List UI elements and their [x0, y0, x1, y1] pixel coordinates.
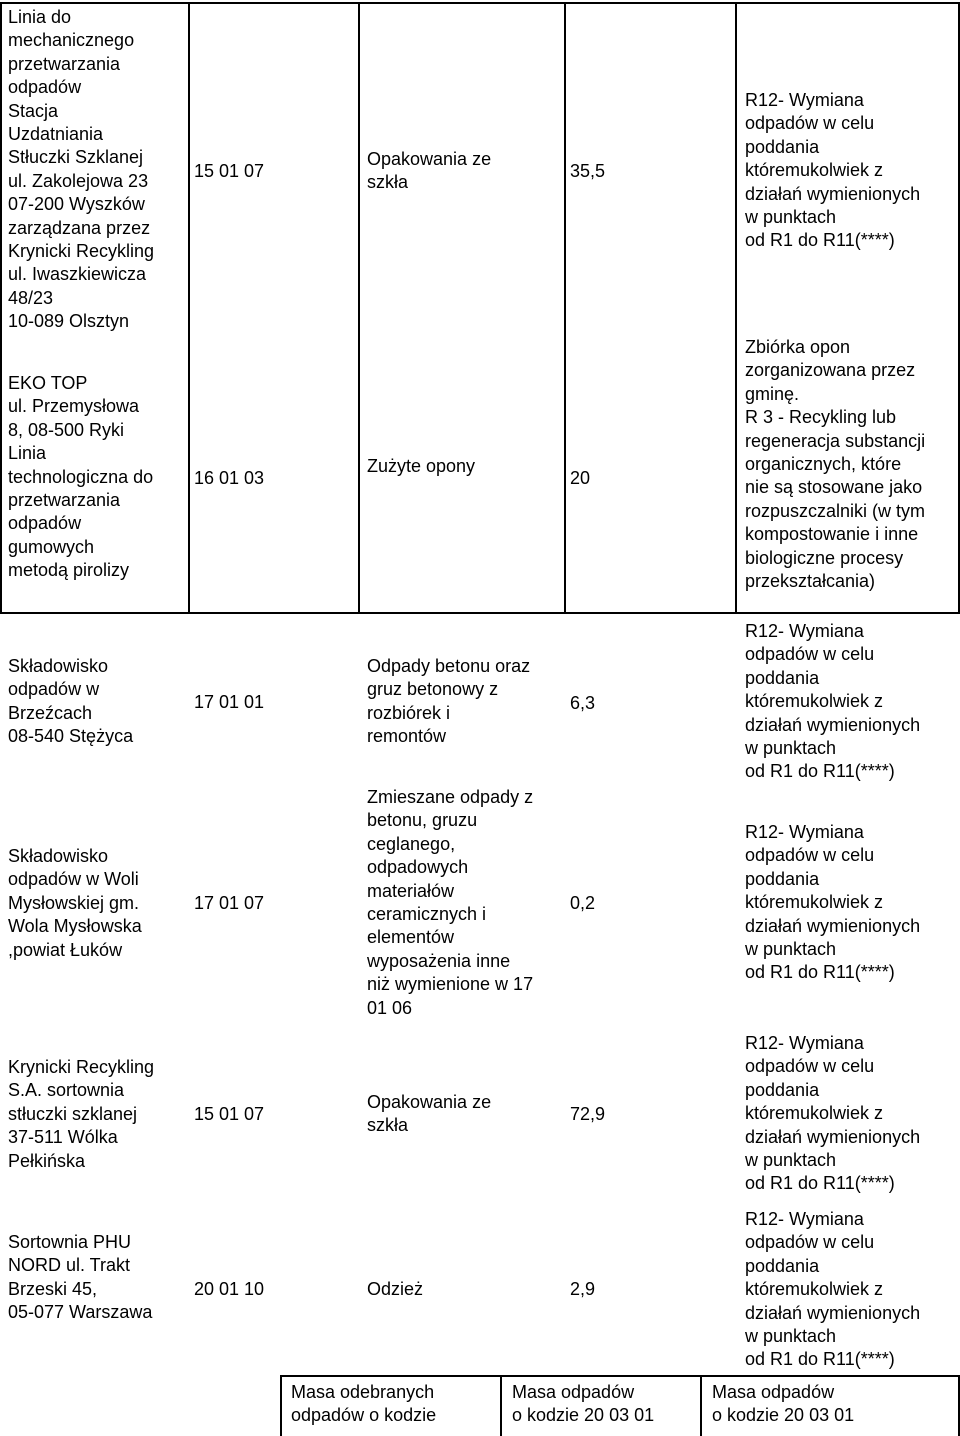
row1-process: R12- Wymiana odpadów w celu poddania któremukolwiek z działań wymienionych w punktach od R1 do R11(****) [745, 90, 921, 251]
footer-divider-1 [500, 1375, 502, 1436]
row3-process: R12- Wymiana odpadów w celu poddania któremukolwiek z działań wymienionych w punktach od R1 do R11(****) [745, 621, 921, 782]
row4-mass: 0,2 [570, 893, 596, 913]
row2-mass: 20 [570, 468, 591, 488]
row4-waste: Zmieszane odpady z betonu, gruzu ceglanego, odpadowych materiałów ceramicznych i elementów wyposażenia inne niż wymienione w 17 01 06 [367, 787, 534, 1018]
divider-mass-top [735, 2, 737, 614]
row4-code: 17 01 07 [194, 893, 265, 913]
row6-mass: 2,9 [570, 1279, 596, 1299]
border-top [0, 2, 960, 4]
row3-facility: Składowisko odpadów w Brzeźcach 08-540 Stężyca [8, 656, 134, 747]
row2-code: 16 01 03 [194, 468, 265, 488]
row3-waste: Odpady betonu oraz gruz betonowy z rozbiórek i remontów [367, 656, 531, 747]
footer-divider-2 [700, 1375, 702, 1436]
row1-mass: 35,5 [570, 161, 606, 181]
row3-code: 17 01 01 [194, 692, 265, 712]
row5-code: 15 01 07 [194, 1104, 265, 1124]
divider-code-top [358, 2, 360, 614]
row2-facility: EKO TOP ul. Przemysłowa 8, 08-500 Ryki Linia technologiczna do przetwarzania odpadów gumowych metodą pirolizy [8, 373, 154, 581]
row5-mass: 72,9 [570, 1104, 606, 1124]
footer-left-border [280, 1375, 282, 1436]
row4-facility: Składowisko odpadów w Woli Mysłowskiej gm. Wola Mysłowska ,powiat Łuków [8, 846, 142, 960]
footer-col1-label: Masa odebranych odpadów o kodzie [291, 1382, 437, 1426]
row1-facility: Linia do mechanicznego przetwarzania odpadów Stacja Uzdatniania Stłuczki Szklanej ul. Zakolejowa 23 07-200 Wyszków zarządzana przez Krynicki Recykling ul. Iwaszkiewicza 48/23 10-089 Olsztyn [8, 7, 155, 332]
footer-top-border [280, 1375, 960, 1377]
border-row2-end [0, 612, 960, 614]
row2-waste: Zużyte opony [367, 456, 476, 476]
row6-code: 20 01 10 [194, 1279, 265, 1299]
footer-col2-label: Masa odpadów o kodzie 20 03 01 [512, 1382, 655, 1426]
row6-waste: Odzież [367, 1279, 424, 1299]
divider-waste-top [564, 2, 566, 614]
row5-facility: Krynicki Recykling S.A. sortownia stłuczki szklanej 37-511 Wólka Pełkińska [8, 1057, 155, 1171]
row6-process: R12- Wymiana odpadów w celu poddania któremukolwiek z działań wymienionych w punktach od R1 do R11(****) [745, 1209, 921, 1370]
footer-col3-label: Masa odpadów o kodzie 20 03 01 [712, 1382, 855, 1426]
row2-process: Zbiórka opon zorganizowana przez gminę. R 3 - Recykling lub regeneracja substancji organicznych, które nie są stosowane jako rozpuszczalniki (w tym kompostowanie i inne biologiczne procesy przekształcania) [745, 337, 926, 592]
divider-facility-top [188, 2, 190, 614]
row5-waste: Opakowania ze szkła [367, 1092, 492, 1136]
row5-process: R12- Wymiana odpadów w celu poddania któremukolwiek z działań wymienionych w punktach od R1 do R11(****) [745, 1033, 921, 1194]
row1-code: 15 01 07 [194, 161, 265, 181]
border-left-top [0, 2, 2, 614]
row4-process: R12- Wymiana odpadów w celu poddania któremukolwiek z działań wymienionych w punktach od R1 do R11(****) [745, 822, 921, 983]
row1-waste: Opakowania ze szkła [367, 149, 492, 193]
row3-mass: 6,3 [570, 693, 596, 713]
row6-facility: Sortownia PHU NORD ul. Trakt Brzeski 45, 05-077 Warszawa [8, 1232, 153, 1323]
